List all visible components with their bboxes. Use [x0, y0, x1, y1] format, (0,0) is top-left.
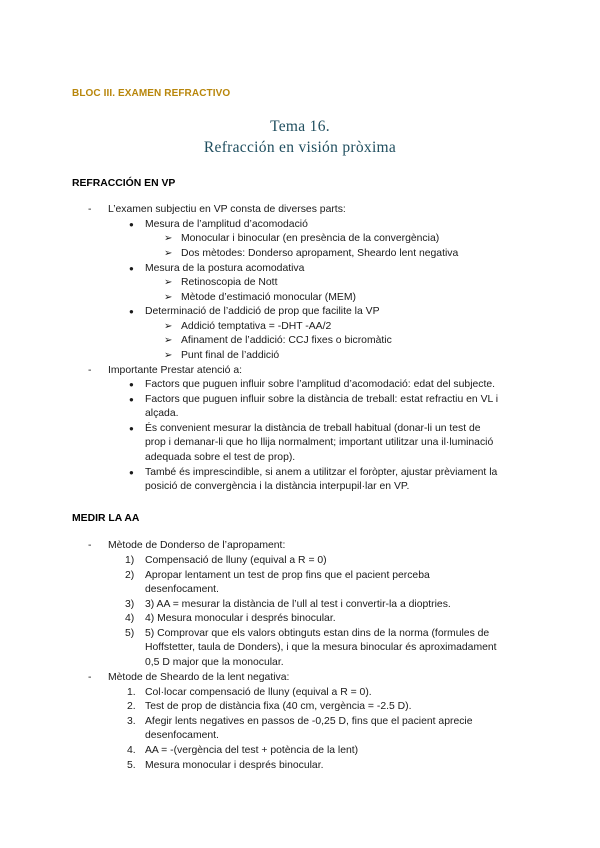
list-item: Mesura de l’amplitud d’acomodació [145, 219, 308, 230]
bullet-icon: ● [129, 424, 134, 433]
list-item: Test de prop de distància fixa (40 cm, vergència = -2.5 D). [145, 701, 412, 712]
list-item: Afinament de l’addició: CCJ fixes o bicromàtic [181, 335, 392, 346]
list-item: És convenient mesurar la distància de treball habitual (donar-li un test de [145, 423, 481, 434]
list-item: Mètode de Sheardo de la lent negativa: [108, 672, 290, 683]
list-item: 4) Mesura monocular i després binocular. [145, 613, 336, 624]
list-item: 5) Comprovar que els valors obtinguts estan dins de la norma (formules de [145, 628, 490, 639]
list-item: Determinació de l’addició de prop que facilite la VP [145, 306, 380, 317]
list-item: Factors que puguen influir sobre la distància de treball: estat refractiu en VL i [145, 394, 499, 405]
section-heading-refraccion: REFRACCIÓN EN VP [72, 178, 176, 189]
list-item-cont: prop i demanar-li que ho llija normalment; important utilitzar una il·luminació [145, 437, 494, 448]
list-item: Importante Prestar atenció a: [108, 365, 242, 376]
list-item: 3) AA = mesurar la distància de l’ull al test i convertir-la a dioptries. [145, 599, 451, 610]
arrow-icon: ➢ [164, 248, 173, 259]
tema-number: Tema 16. [270, 118, 330, 135]
page-title: Refracción en visión pròxima [203, 139, 397, 156]
section-heading-medir: MEDIR LA AA [72, 513, 140, 524]
list-item-cont: adequada sobre el test de prop). [145, 452, 296, 463]
dash-marker: - [88, 365, 92, 376]
arrow-icon: ➢ [164, 292, 173, 303]
list-item: Afegir lents negatives en passos de -0,25 D, fins que el pacient aprecie [145, 716, 473, 727]
list-number: 1. [127, 687, 136, 698]
list-number: 4) [125, 613, 135, 624]
arrow-icon: ➢ [164, 321, 173, 332]
list-item: Mètode d’estimació monocular (MEM) [181, 292, 356, 303]
list-number: 5. [127, 760, 136, 771]
list-item: Monocular i binocular (en presència de la convergència) [181, 233, 440, 244]
dash-marker: - [88, 672, 92, 683]
list-number: 3. [127, 716, 136, 727]
bullet-icon: ● [129, 264, 134, 273]
list-item-cont: alçada. [145, 408, 179, 419]
list-item: Factors que puguen influir sobre l’amplitud d’acomodació: edat del subjecte. [145, 379, 496, 390]
list-number: 2. [127, 701, 136, 712]
arrow-icon: ➢ [164, 335, 173, 346]
list-item: Compensació de lluny (equival a R = 0) [145, 555, 327, 566]
bullet-icon: ● [129, 220, 134, 229]
list-item: L’examen subjectiu en VP consta de diverses parts: [108, 204, 346, 215]
bloc-heading: BLOC III. EXAMEN REFRACTIVO [72, 88, 231, 99]
list-item-cont: desenfocament. [145, 584, 219, 595]
dash-marker: - [88, 540, 92, 551]
list-item: AA = -(vergència del test + potència de la lent) [145, 745, 359, 756]
list-number: 4. [127, 745, 136, 756]
list-item-cont: 0,5 D major que la monocular. [145, 657, 284, 668]
list-item: Mesura de la postura acomodativa [145, 263, 305, 274]
list-item-cont: Hoffstetter, taula de Donders), i que la mesura binocular és aproximadament [145, 642, 497, 653]
list-item: Mesura monocular i després binocular. [145, 760, 324, 771]
bullet-icon: ● [129, 395, 134, 404]
bullet-icon: ● [129, 307, 134, 316]
arrow-icon: ➢ [164, 277, 173, 288]
arrow-icon: ➢ [164, 233, 173, 244]
list-item: Dos mètodes: Donderso apropament, Sheardo lent negativa [181, 248, 459, 259]
list-item: També és imprescindible, si anem a utilitzar el foròpter, ajustar prèviament la [145, 467, 498, 478]
list-item: Punt final de l’addició [181, 350, 280, 361]
list-item-cont: posició de convergència i la distància interpupil·lar en VP. [145, 481, 410, 492]
list-item: Apropar lentament un test de prop fins que el pacient perceba [145, 570, 430, 581]
list-item-cont: desenfocament. [145, 730, 219, 741]
list-item: Mètode de Donderso de l’apropament: [108, 540, 286, 551]
bullet-icon: ● [129, 380, 134, 389]
list-item: Col·locar compensació de lluny (equival a R = 0). [145, 687, 372, 698]
dash-marker: - [88, 204, 92, 215]
list-number: 3) [125, 599, 135, 610]
bullet-icon: ● [129, 468, 134, 477]
list-number: 1) [125, 555, 135, 566]
list-item: Retinoscopia de Nott [181, 277, 278, 288]
arrow-icon: ➢ [164, 350, 173, 361]
list-number: 5) [125, 628, 135, 639]
list-number: 2) [125, 570, 135, 581]
list-item: Addició temptativa = -DHT -AA/2 [181, 321, 332, 332]
